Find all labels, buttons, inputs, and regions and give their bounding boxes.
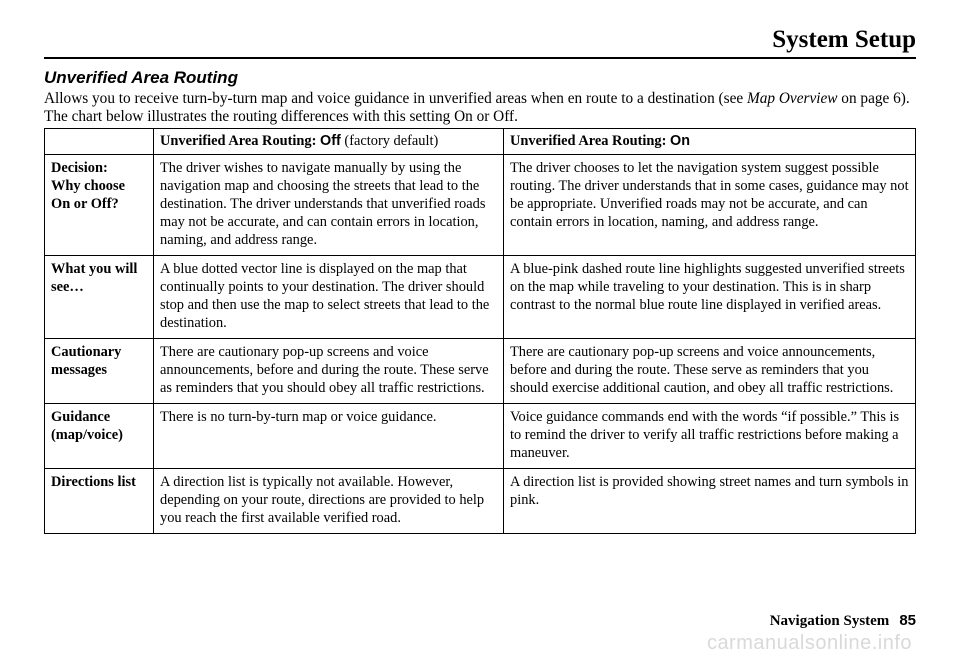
row-head-decision [45,155,154,256]
table-row [45,404,916,469]
table-row [45,339,916,404]
watermark: carmanualsonline.info [706,632,912,654]
cell-on: A direction list is provided showing street names and turn symbols in pink. [504,469,916,534]
cell-on: The driver chooses to let the navigation system suggest possible routing. The driver understands that in some cases, guidance may not be appropriate. Unverified roads may not be accurate, and can contain errors in location, naming, and address range. [504,155,916,256]
section-title: Unverified Area Routing [44,68,238,87]
row-head-line: Decision: [51,160,108,176]
header-off-label: Unverified Area Routing: [160,133,321,149]
header-blank-cell [45,129,154,155]
header-off-note: (factory default) [340,133,439,149]
cell-off: There are cautionary pop-up screens and voice announcements, before and during the route. These serve as reminders that you should obey all traffic restrictions. [154,339,504,404]
row-head-what-you-see [45,256,154,339]
row-head-line: On or Off? [51,196,119,212]
cell-on: There are cautionary pop-up screens and voice announcements, before and during the route. These serve as reminders that you should exercise additional caution, and obey all traffic restrictions. [504,339,916,404]
row-head-line: Directions list [51,474,136,490]
row-head-line: What you will [51,261,138,277]
row-head-line: Why choose [51,178,125,194]
cell-on: Voice guidance commands end with the words “if possible.” This is to remind the driver to verify all traffic restrictions before making a maneuver. [504,404,916,469]
cell-off: The driver wishes to navigate manually by using the navigation map and choosing the streets that lead to the destination. The driver understands that unverified roads may not be accurate, and can contain errors in location, naming, and address range. [154,155,504,256]
intro-text-after: on page 6). The chart below illustrates the routing differences with this setting On or Off. [44,90,910,125]
cell-off: A blue dotted vector line is displayed on the map that continually points to your destination. The driver should stop and then use the map to select streets that lead to the destination. [154,256,504,339]
intro-text-before: Allows you to receive turn-by-turn map and voice guidance in unverified areas when en route to a destination (see [44,90,747,107]
routing-comparison-table [44,128,916,534]
row-head-cautionary [45,339,154,404]
header-on-label: Unverified Area Routing: [510,133,671,149]
header-off-value: Off [320,133,341,149]
row-head-line: Cautionary [51,344,122,360]
header-divider [44,57,916,59]
row-head-line: messages [51,362,107,378]
table-row [45,256,916,339]
page-number: 85 [899,612,916,629]
page-footer [770,612,916,630]
row-head-line: Guidance [51,409,111,425]
cell-off: There is no turn-by-turn map or voice guidance. [154,404,504,469]
header-off-column [154,129,504,155]
header-on-value: On [670,133,691,149]
cell-on: A blue-pink dashed route line highlights suggested unverified streets on the map while traveling to your destination. This is in sharp contrast to the normal blue route line displayed in verified areas. [504,256,916,339]
page-title: System Setup [772,26,916,53]
row-head-line: (map/voice) [51,427,123,443]
table-row [45,469,916,534]
row-head-guidance [45,404,154,469]
intro-paragraph [44,90,920,126]
map-overview-reference: Map Overview [747,90,838,107]
table-header-row [45,129,916,155]
table-row [45,155,916,256]
cell-off: A direction list is typically not available. However, depending on your route, directions are provided to help you reach the first available verified road. [154,469,504,534]
row-head-line: see… [51,279,84,295]
header-on-column [504,129,916,155]
row-head-directions-list [45,469,154,534]
footer-label: Navigation System [769,613,890,629]
